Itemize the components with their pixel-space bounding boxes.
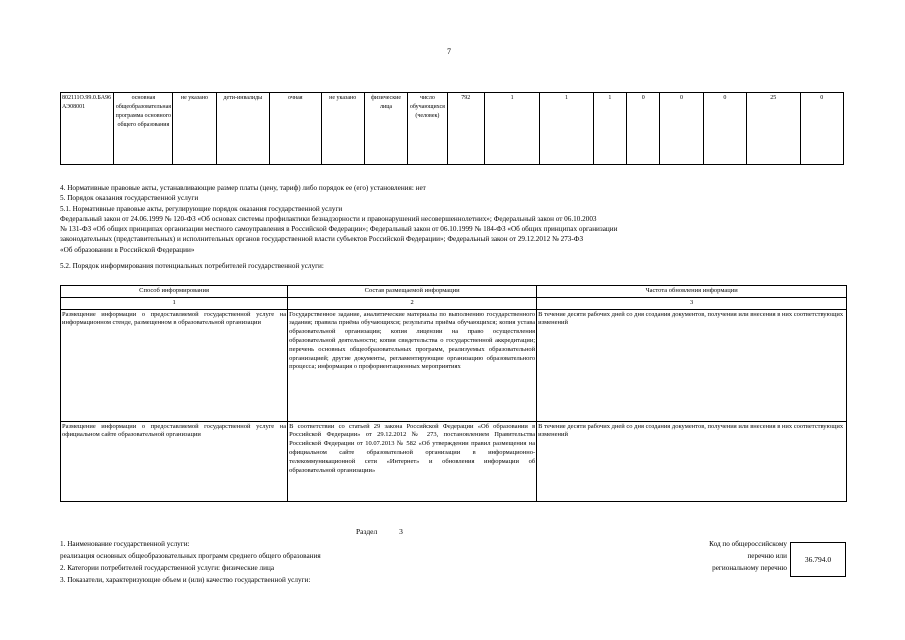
table-number-row bbox=[61, 297, 847, 309]
section-label: Раздел bbox=[356, 527, 378, 536]
service-name-value: реализация основных общеобразовательных программ среднего общего образования bbox=[60, 552, 321, 560]
table-cell: 1 bbox=[484, 93, 539, 165]
column-number: 1 bbox=[61, 297, 288, 309]
table-cell: дети-инвалиды bbox=[216, 93, 269, 165]
table-row bbox=[61, 421, 847, 501]
code-label: Код по общероссийскому bbox=[709, 540, 787, 548]
table-cell: 1 bbox=[593, 93, 626, 165]
table-header-row bbox=[61, 286, 847, 298]
text-line: Федеральный закон от 24.06.1999 № 120-ФЗ «Об основах системы профилактики безнадзорности и правонарушений несовершеннолетних»; Федеральный закон от 06.10.2003 bbox=[60, 214, 597, 223]
text-line: 5. Порядок оказания государственной услуги bbox=[60, 194, 199, 203]
table-cell-program: основная общеобразовательная программа основного общего образования bbox=[114, 93, 173, 165]
text-line: 4. Нормативные правовые акты, устанавливающие размер платы (цену, тариф) либо порядок ее (его) установления: нет bbox=[60, 184, 426, 192]
text-line: законодательных (представительных) и исполнительных органов государственной власти субъектов Российской Федерации»; Федеральный закон от 29.12.2012 № 273-ФЗ bbox=[60, 235, 584, 244]
page-number: 7 bbox=[447, 47, 451, 56]
table-cell: 0 bbox=[627, 93, 660, 165]
table-cell-frequency: В течение десяти рабочих дней со дня создания документов, получения или внесения в них соответствующих изменений bbox=[537, 309, 847, 421]
column-number: 2 bbox=[288, 297, 537, 309]
text-line: 5.1. Нормативные правовые акты, регулирующие порядок оказания государственной услуги bbox=[60, 204, 343, 213]
column-header: Частота обновления информации bbox=[537, 286, 847, 298]
table-row bbox=[61, 309, 847, 421]
table-row bbox=[61, 93, 844, 165]
table-cell: 1 bbox=[540, 93, 593, 165]
table-cell-method: Размещение информации о предоставляемой государственной услуге на официальном сайте образовательной организации bbox=[61, 421, 288, 501]
column-header: Состав размещаемой информации bbox=[288, 286, 537, 298]
column-header: Способ информирования bbox=[61, 286, 288, 298]
table-cell: 0 bbox=[800, 93, 843, 165]
table-cell-method: Размещение информации о предоставляемой государственной услуге на информационном стенде, размещенном в образовательной организации bbox=[61, 309, 288, 421]
table-cell-content: В соответствии со статьей 29 закона Российской Федерации «Об образовании в Российской Федерации» от 29.12.2012 № 273, постановлением Правительства Российской Федерации от 10.07.2013 № 582 «Об утверждении правил размещения на официальном сайте образовательной организации в информационно-телекоммуникационной сети «Интернет» и обновления информации об образовательной организации» bbox=[288, 421, 537, 501]
table-cell-registry-number: 802111О.99.0.БА96АЭ08001 bbox=[61, 93, 114, 165]
code-label: региональному перечню bbox=[712, 564, 787, 572]
table-cell: 792 bbox=[447, 93, 484, 165]
text-line: «Об образовании в Российской Федерации» bbox=[60, 245, 195, 254]
table-cell: очная bbox=[270, 93, 321, 165]
table-cell: число обучающихся (человек) bbox=[408, 93, 447, 165]
code-value: 36.794.0 bbox=[804, 555, 832, 564]
section-heading bbox=[356, 527, 403, 536]
indicators-heading: 3. Показатели, характеризующие объем и (или) качество государственной услуги: bbox=[60, 576, 311, 584]
info-table bbox=[60, 285, 847, 502]
service-name-label: 1. Наименование государственной услуги: bbox=[60, 540, 190, 548]
indicator-table-row bbox=[60, 92, 844, 165]
body-text bbox=[60, 183, 860, 271]
table-cell: не указано bbox=[173, 93, 216, 165]
table-cell: 0 bbox=[660, 93, 703, 165]
table-cell-content: Государственное задание, аналитические материалы по выполнению государственного задания; правила приёма обучающихся; результаты приёма обучающихся; копия устава образовательной организации; копия лицензии на право осуществления образовательной деятельности; копия свидетельства о государственной аккредитации; перечень основных общеобразовательных программ, реализуемых образовательной организацией; другие документы, регламентирующие организацию образовательного процесса; информация о профориентационных мероприятиях bbox=[288, 309, 537, 421]
section-number: 3 bbox=[399, 527, 403, 536]
text-line: № 131-ФЗ «Об общих принципах организации местного самоуправления в Российской Федерации»; Федеральный закон от 06.10.1999 № 184-ФЗ «Об общих принципах организации bbox=[60, 225, 618, 234]
table-cell: 25 bbox=[747, 93, 800, 165]
table-cell-frequency: В течение десяти рабочих дней со дня создания документов, получения или внесения в них соответствующих изменений bbox=[537, 421, 847, 501]
consumer-category: 2. Категории потребителей государственной услуги: физические лица bbox=[60, 564, 275, 572]
table-cell: 0 bbox=[703, 93, 746, 165]
code-value-box bbox=[790, 542, 846, 577]
table-cell: не указано bbox=[321, 93, 364, 165]
table-cell: физические лица bbox=[364, 93, 407, 165]
text-line: 5.2. Порядок информирования потенциальных потребителей государственной услуги: bbox=[60, 262, 324, 271]
column-number: 3 bbox=[537, 297, 847, 309]
code-label: перечню или bbox=[747, 552, 787, 560]
